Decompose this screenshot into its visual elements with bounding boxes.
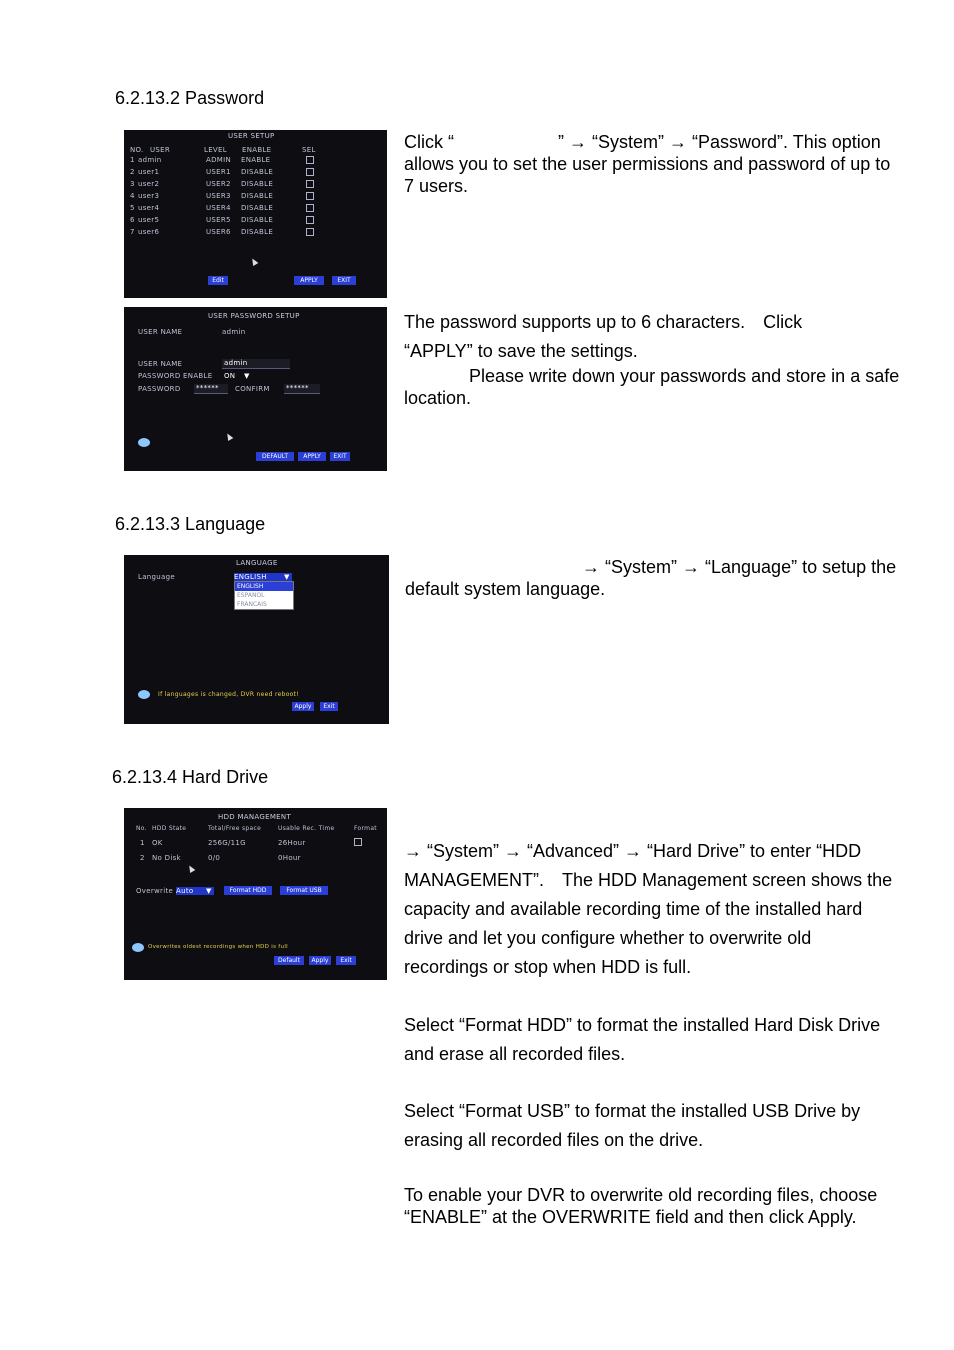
mouse-cursor-icon bbox=[187, 864, 196, 873]
password-setup-screenshot bbox=[124, 307, 387, 471]
language-select[interactable]: ENGLISH bbox=[234, 573, 292, 581]
language-label: Language bbox=[138, 573, 175, 581]
apply-button[interactable]: APPLY bbox=[298, 452, 326, 461]
chevron-down-icon: ▼ bbox=[244, 372, 250, 380]
mouse-cursor-icon bbox=[250, 257, 259, 266]
section-heading-hard-drive: 6.2.13.4 Hard Drive bbox=[112, 767, 269, 787]
language-option[interactable]: FRANCAIS bbox=[237, 601, 267, 608]
language-instructions: → “System” → “Language” to setup the default system language. bbox=[405, 557, 897, 599]
password-field[interactable]: ****** bbox=[194, 384, 228, 394]
col-no: NO. bbox=[130, 146, 144, 154]
confirm-label: CONFIRM bbox=[235, 385, 270, 393]
chevron-down-icon: ▼ bbox=[284, 573, 290, 581]
chevron-down-icon: ▼ bbox=[206, 887, 212, 895]
default-button[interactable]: DEFAULT bbox=[256, 452, 294, 461]
info-tip-icon bbox=[138, 438, 150, 447]
format-hdd-button[interactable]: Format HDD bbox=[224, 886, 272, 895]
col-level: LEVEL bbox=[204, 146, 227, 154]
hdd-management-screenshot: HDD MANAGEMENT No. HDD State Total/Free space Usable Rec. Time Format 1 OK 256G/11G 26Hour 2 No Disk 0/0 0Hour Overwrite Auto ▼ Format HDD Format USB Overwrites oldest recordings when HDD is full Default Apply Exit bbox=[124, 808, 387, 980]
sel-checkbox[interactable] bbox=[306, 168, 314, 176]
exit-button[interactable]: Exit bbox=[320, 702, 338, 711]
overwrite-note: Overwrites oldest recordings when HDD is full bbox=[148, 944, 288, 950]
section-heading-language: 6.2.13.3 Language bbox=[115, 514, 266, 534]
user-name-field[interactable]: admin bbox=[222, 359, 290, 369]
user-name-top: admin bbox=[222, 328, 246, 336]
col-no: No. bbox=[136, 825, 147, 832]
user-name-label: USER NAME bbox=[138, 328, 183, 336]
password-enable-select[interactable]: ON bbox=[224, 372, 236, 380]
default-button[interactable]: Default bbox=[274, 956, 304, 965]
sel-checkbox[interactable] bbox=[306, 204, 314, 212]
password-intro: Click “ ” → “System” → “Password”. This option allows you to set the user permissions and password of up to 7 users. bbox=[404, 132, 891, 196]
apply-button[interactable]: APPLY bbox=[294, 276, 324, 285]
language-screenshot bbox=[124, 555, 389, 724]
user-name-label: USER NAME bbox=[138, 360, 183, 368]
apply-button[interactable]: Apply bbox=[309, 956, 331, 965]
format-usb-button[interactable]: Format USB bbox=[280, 886, 328, 895]
password-instructions: The password supports up to 6 characters. Click “APPLY” to save the settings. Please write down your passwords and store in a safe location. bbox=[404, 312, 900, 408]
format-checkbox[interactable] bbox=[354, 838, 362, 846]
section-heading-password: 6.2.13.2 Password bbox=[115, 88, 265, 108]
col-total-free: Total/Free space bbox=[208, 825, 262, 832]
col-sel: SEL bbox=[302, 146, 316, 154]
info-tip-icon bbox=[132, 943, 144, 952]
confirm-field[interactable]: ****** bbox=[284, 384, 320, 394]
user-setup-title: USER SETUP bbox=[228, 132, 275, 140]
col-usable-time: Usable Rec. Time bbox=[278, 825, 335, 832]
user-setup-screenshot: USER SETUP NO. USER LEVEL ENABLE SEL 1 admin ADMIN ENABLE 2 user1 USER1 DISABLE 3 user2 USER2 DISABLE 4 user3 USER3 DISABLE 5 user4 USER4 DISABLE 6 user5 USER5 DISABLE 7 user6 USER6 DISABLE Edit APPLY EXIT bbox=[124, 130, 387, 298]
overwrite-instructions: To enable your DVR to overwrite old recording files, choose “ENABLE” at the OVERWRITE field and then click Apply. bbox=[404, 1185, 878, 1227]
col-format: Format bbox=[354, 825, 377, 832]
sel-checkbox[interactable] bbox=[306, 180, 314, 188]
exit-button[interactable]: EXIT bbox=[332, 276, 356, 285]
sel-checkbox[interactable] bbox=[306, 156, 314, 164]
sel-checkbox[interactable] bbox=[306, 228, 314, 236]
password-enable-label: PASSWORD ENABLE bbox=[138, 372, 213, 380]
apply-button[interactable]: Apply bbox=[292, 702, 314, 711]
hard-drive-intro: → “System” → “Advanced” → “Hard Drive” to enter “HDD MANAGEMENT”. The HDD Management screen shows the capacity and available recording time of the installed hard drive and let you configure whether to overwrite old recordings or stop when HDD is full. bbox=[404, 841, 893, 977]
exit-button[interactable]: EXIT bbox=[330, 452, 350, 461]
col-hdd-state: HDD State bbox=[152, 825, 187, 832]
info-tip-icon bbox=[138, 690, 150, 699]
password-label: PASSWORD bbox=[138, 385, 181, 393]
overwrite-select[interactable]: Auto bbox=[176, 887, 214, 895]
sel-checkbox[interactable] bbox=[306, 192, 314, 200]
hdd-title: HDD MANAGEMENT bbox=[218, 813, 292, 821]
language-dropdown[interactable] bbox=[234, 581, 294, 610]
format-hdd-instructions: Select “Format HDD” to format the installed Hard Disk Drive and erase all recorded files. bbox=[404, 1015, 881, 1064]
mouse-cursor-icon bbox=[225, 432, 234, 441]
sel-checkbox[interactable] bbox=[306, 216, 314, 224]
edit-button[interactable]: Edit bbox=[208, 276, 228, 285]
overwrite-label: Overwrite bbox=[136, 887, 174, 895]
password-setup-title: USER PASSWORD SETUP bbox=[208, 312, 300, 320]
language-option[interactable]: ESPANOL bbox=[237, 592, 265, 599]
col-enable: ENABLE bbox=[242, 146, 272, 154]
col-user: USER bbox=[150, 146, 171, 154]
language-option[interactable]: ENGLISH bbox=[235, 582, 293, 591]
format-usb-instructions: Select “Format USB” to format the installed USB Drive by erasing all recorded files on the drive. bbox=[404, 1101, 861, 1150]
language-warning: If languages is changed, DVR need reboot! bbox=[158, 691, 299, 698]
exit-button[interactable]: Exit bbox=[336, 956, 356, 965]
language-title: LANGUAGE bbox=[236, 559, 278, 567]
